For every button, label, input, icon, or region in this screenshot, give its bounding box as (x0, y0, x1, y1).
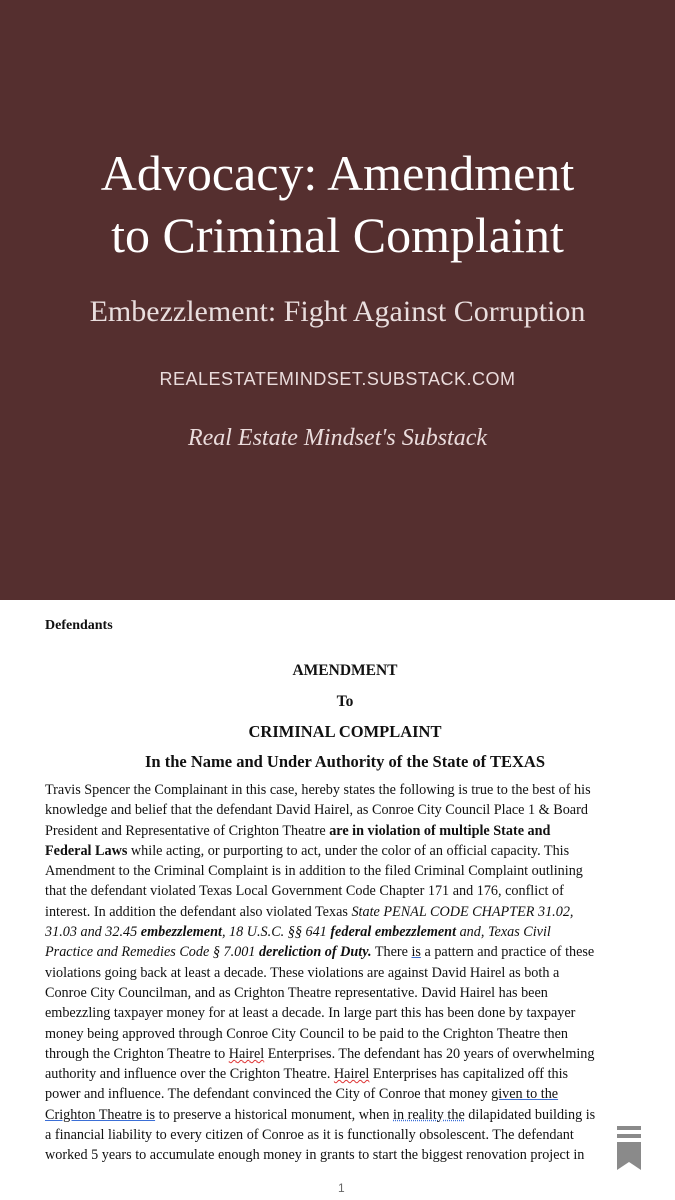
body-line: that the defendant violated Texas Local Government Code Chapter 171 and 176, conflict of (45, 883, 564, 900)
document-page (45, 600, 645, 1200)
body-line: a financial liability to every citizen of Conroe as it is functionally obsolescent. The defendant (45, 1127, 574, 1144)
body-line: money being approved through Conroe City Council to be paid to the Crighton Theatre then (45, 1025, 568, 1042)
heading-authority: In the Name and Under Authority of the State of TEXAS (145, 752, 545, 771)
heading-criminal-complaint: CRIMINAL COMPLAINT (248, 722, 442, 741)
page-number: 1 (338, 1181, 345, 1195)
body-line: Practice and Remedies Code § 7.001 dereliction of Duty. There is a pattern and practice of these (45, 944, 595, 961)
body-line: Crighton Theatre is to preserve a historical monument, when in reality the dilapidated building is (45, 1106, 596, 1123)
bookmark-icon[interactable] (617, 1126, 641, 1170)
heading-to: To (336, 693, 354, 710)
body-line: worked 5 years to accumulate enough money in grants to start the biggest renovation project in (45, 1147, 585, 1164)
post-subtitle: Embezzlement: Fight Against Corruption (89, 295, 586, 328)
body-line: Travis Spencer the Complainant in this case, hereby states the following is true to the best of his (45, 782, 591, 798)
publication-domain[interactable]: REALESTATEMINDSET.SUBSTACK.COM (159, 369, 516, 389)
body-line: authority and influence over the Crighton Theatre. Hairel Enterprises has capitalized off this (45, 1066, 569, 1083)
body-line: Conroe City Councilman, and as Crighton Theatre representative. David Hairel has been (45, 984, 548, 1001)
body-line: 31.03 and 32.45 embezzlement, 18 U.S.C. §§ 641 federal embezzlement and, Texas Civil (45, 924, 551, 941)
body-line: Amendment to the Criminal Complaint is in addition to the filed Criminal Complaint outlining (45, 863, 583, 880)
body-line: violations going back at least a decade. These violations are against David Hairel as both a (45, 964, 560, 981)
defendants-label: Defendants (45, 618, 113, 633)
body-line: power and influence. The defendant convinced the City of Conroe that money given to the (45, 1086, 559, 1103)
post-title-line-1: Advocacy: Amendment (100, 145, 575, 201)
body-line: embezzling taxpayer money for at least a decade. In large part this has been done by taxpayer (45, 1005, 576, 1022)
body-line: through the Crighton Theatre to Hairel Enterprises. The defendant has 20 years of overwhelming (45, 1045, 595, 1062)
body-line: knowledge and belief that the defendant David Hairel, as Conroe City Council Place 1 & Board (45, 802, 588, 819)
body-line: President and Representative of Crighton Theatre are in violation of multiple State and (45, 822, 551, 839)
publication-name[interactable]: Real Estate Mindset's Substack (187, 425, 488, 451)
complaint-body (45, 780, 645, 1166)
body-line: interest. In addition the defendant also violated Texas State PENAL CODE CHAPTER 31.02, (45, 903, 574, 920)
post-title (0, 142, 675, 266)
heading-amendment: AMENDMENT (292, 662, 398, 679)
post-title-line-2: to Criminal Complaint (111, 207, 564, 263)
body-line: Federal Laws while acting, or purporting to act, under the color of an official capacity. This (45, 842, 570, 859)
